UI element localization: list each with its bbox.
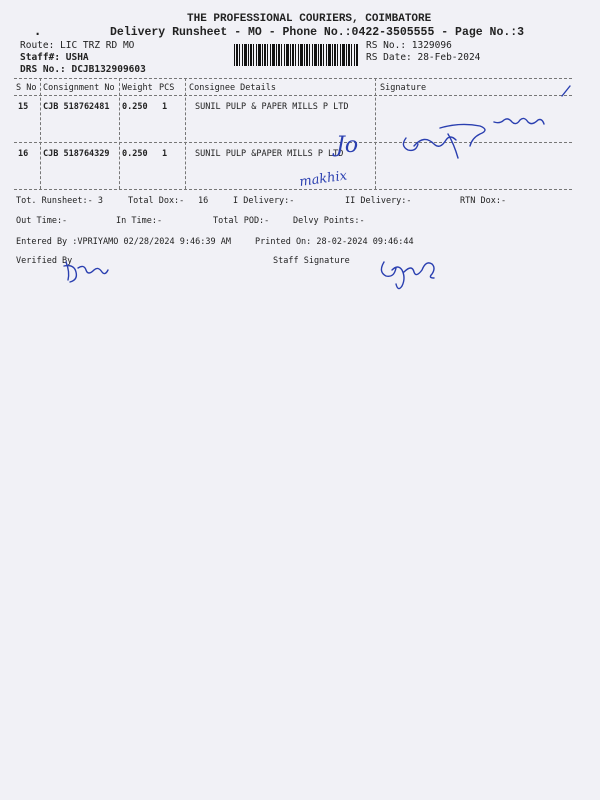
header-signature: Signature — [380, 83, 427, 93]
entered-by: Entered By :VPRIYAMO 02/28/2024 9:46:39 AM — [16, 237, 231, 247]
company-title: THE PROFESSIONAL COURIERS, COIMBATORE — [187, 13, 432, 25]
out-time: Out Time:- — [16, 216, 68, 226]
row-consignee: SUNIL PULP & PAPER MILLS P LTD — [195, 102, 349, 112]
handwritten-signatures — [0, 0, 600, 300]
handwritten-initials-text: Jo — [336, 133, 359, 158]
row-consignee: SUNIL PULP &PAPER MILLS P LTD — [195, 149, 344, 159]
staff-signature — [381, 262, 434, 289]
printed-on: Printed On: 28-02-2024 09:46:44 — [255, 237, 414, 247]
receiver-signature — [403, 118, 544, 158]
ii-delivery: II Delivery:- — [345, 196, 412, 206]
header-consignment: Consignment No — [43, 83, 115, 93]
row-consignment: CJB 518762481 — [43, 102, 110, 112]
handwritten-name-text: makhix — [298, 168, 348, 190]
row-pcs: 1 — [162, 149, 168, 159]
route-label: Route: LIC TRZ RD MO — [20, 40, 135, 51]
i-delivery: I Delivery:- — [233, 196, 295, 206]
header-dot: . — [34, 24, 42, 38]
delvy-points: Delvy Points:- — [293, 216, 365, 226]
header-sno: S No — [16, 83, 37, 93]
rtn-dox: RTN Dox:- — [460, 196, 507, 206]
total-dox-label: Total Dox:- — [128, 196, 185, 206]
verified-by: Verified By — [16, 256, 73, 266]
row-sno: 15 — [18, 102, 29, 112]
in-time: In Time:- — [116, 216, 163, 226]
runsheet-subtitle: Delivery Runsheet - MO - Phone No.:0422-3505555 - Page No.:3 — [110, 26, 525, 39]
row-consignment: CJB 518764329 — [43, 149, 110, 159]
rs-number: RS No.: 1329096 — [366, 40, 452, 51]
corner-mark — [562, 86, 570, 96]
row-pcs: 1 — [162, 102, 168, 112]
row-weight: 0.250 — [122, 149, 148, 159]
drs-label: DRS No.: DCJB132909603 — [20, 64, 146, 75]
staff-label: Staff#: USHA — [20, 52, 89, 63]
row-weight: 0.250 — [122, 102, 148, 112]
row-sno: 16 — [18, 149, 29, 159]
rs-date: RS Date: 28-Feb-2024 — [366, 52, 481, 63]
header-pcs: PCS — [159, 83, 175, 93]
total-pod: Total POD:- — [213, 216, 270, 226]
staff-signature-label: Staff Signature — [273, 256, 350, 266]
header-consignee: Consignee Details — [189, 83, 276, 93]
total-dox-value: 16 — [198, 196, 209, 206]
verifier-signature — [64, 262, 108, 282]
tot-runsheet: Tot. Runsheet:- 3 — [16, 196, 103, 206]
header-weight: Weight — [122, 83, 153, 93]
